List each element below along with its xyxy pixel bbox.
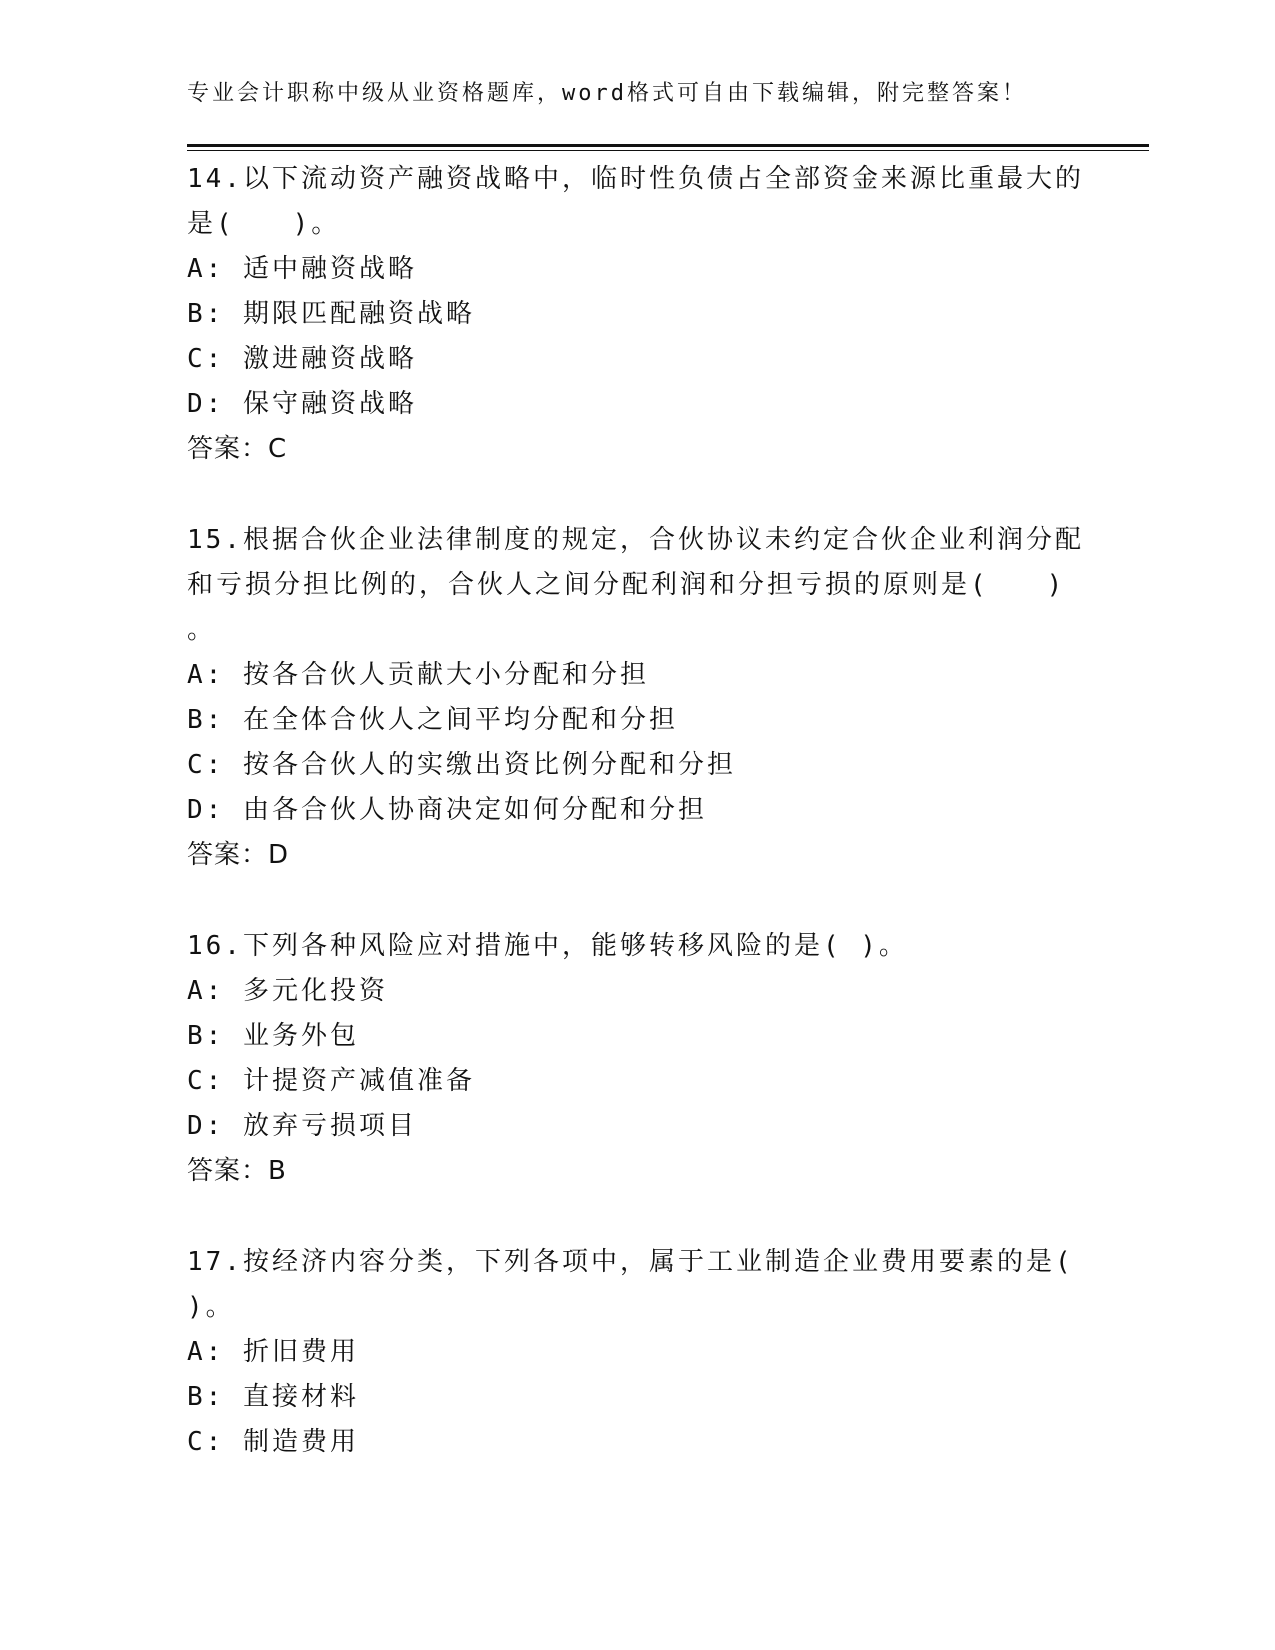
question-stem-line: 17.按经济内容分类，下列各项中，属于工业制造企业费用要素的是(: [187, 1247, 1074, 1277]
option-b: B: 在全体合伙人之间平均分配和分担: [187, 705, 678, 735]
option-c: C: 制造费用: [187, 1427, 359, 1457]
option-c: C: 激进融资战略: [187, 344, 417, 374]
header-rule-thin: [187, 150, 1149, 151]
question-stem-line: 16.下列各种风险应对措施中，能够转移风险的是( )。: [187, 931, 908, 961]
option-a: A: 多元化投资: [187, 976, 388, 1006]
question-stem-line: 和亏损分担比例的，合伙人之间分配利润和分担亏损的原则是( ): [187, 570, 1066, 600]
option-b: B: 直接材料: [187, 1382, 359, 1412]
page-header: 专业会计职称中级从业资格题库，word格式可自由下载编辑，附完整答案！: [187, 81, 1027, 106]
option-d: D: 保守融资战略: [187, 389, 417, 419]
option-d: D: 放弃亏损项目: [187, 1111, 417, 1141]
question-15: [187, 518, 1087, 878]
question-17: [187, 1240, 1087, 1465]
answer-line: 答案：B: [187, 1156, 287, 1186]
option-c: C: 按各合伙人的实缴出资比例分配和分担: [187, 750, 736, 780]
question-16: [187, 924, 1087, 1194]
question-stem-line: 是( )。: [187, 209, 341, 239]
question-stem-line: 14.以下流动资产融资战略中，临时性负债占全部资金来源比重最大的: [187, 164, 1084, 194]
option-a: A: 按各合伙人贡献大小分配和分担: [187, 660, 649, 690]
option-a: A: 适中融资战略: [187, 254, 417, 284]
answer-line: 答案：D: [187, 840, 290, 870]
question-stem-line: 。: [187, 615, 217, 645]
option-b: B: 业务外包: [187, 1021, 359, 1051]
question-stem-line: 15.根据合伙企业法律制度的规定，合伙协议未约定合伙企业利润分配: [187, 525, 1084, 555]
option-d: D: 由各合伙人协商决定如何分配和分担: [187, 795, 707, 825]
header-rule-thick: [187, 144, 1149, 147]
option-a: A: 折旧费用: [187, 1337, 359, 1367]
question-list: [187, 157, 1087, 1511]
option-b: B: 期限匹配融资战略: [187, 299, 475, 329]
question-stem-line: )。: [187, 1292, 235, 1322]
question-14: [187, 157, 1087, 472]
option-c: C: 计提资产减值准备: [187, 1066, 475, 1096]
answer-line: 答案：C: [187, 434, 288, 464]
